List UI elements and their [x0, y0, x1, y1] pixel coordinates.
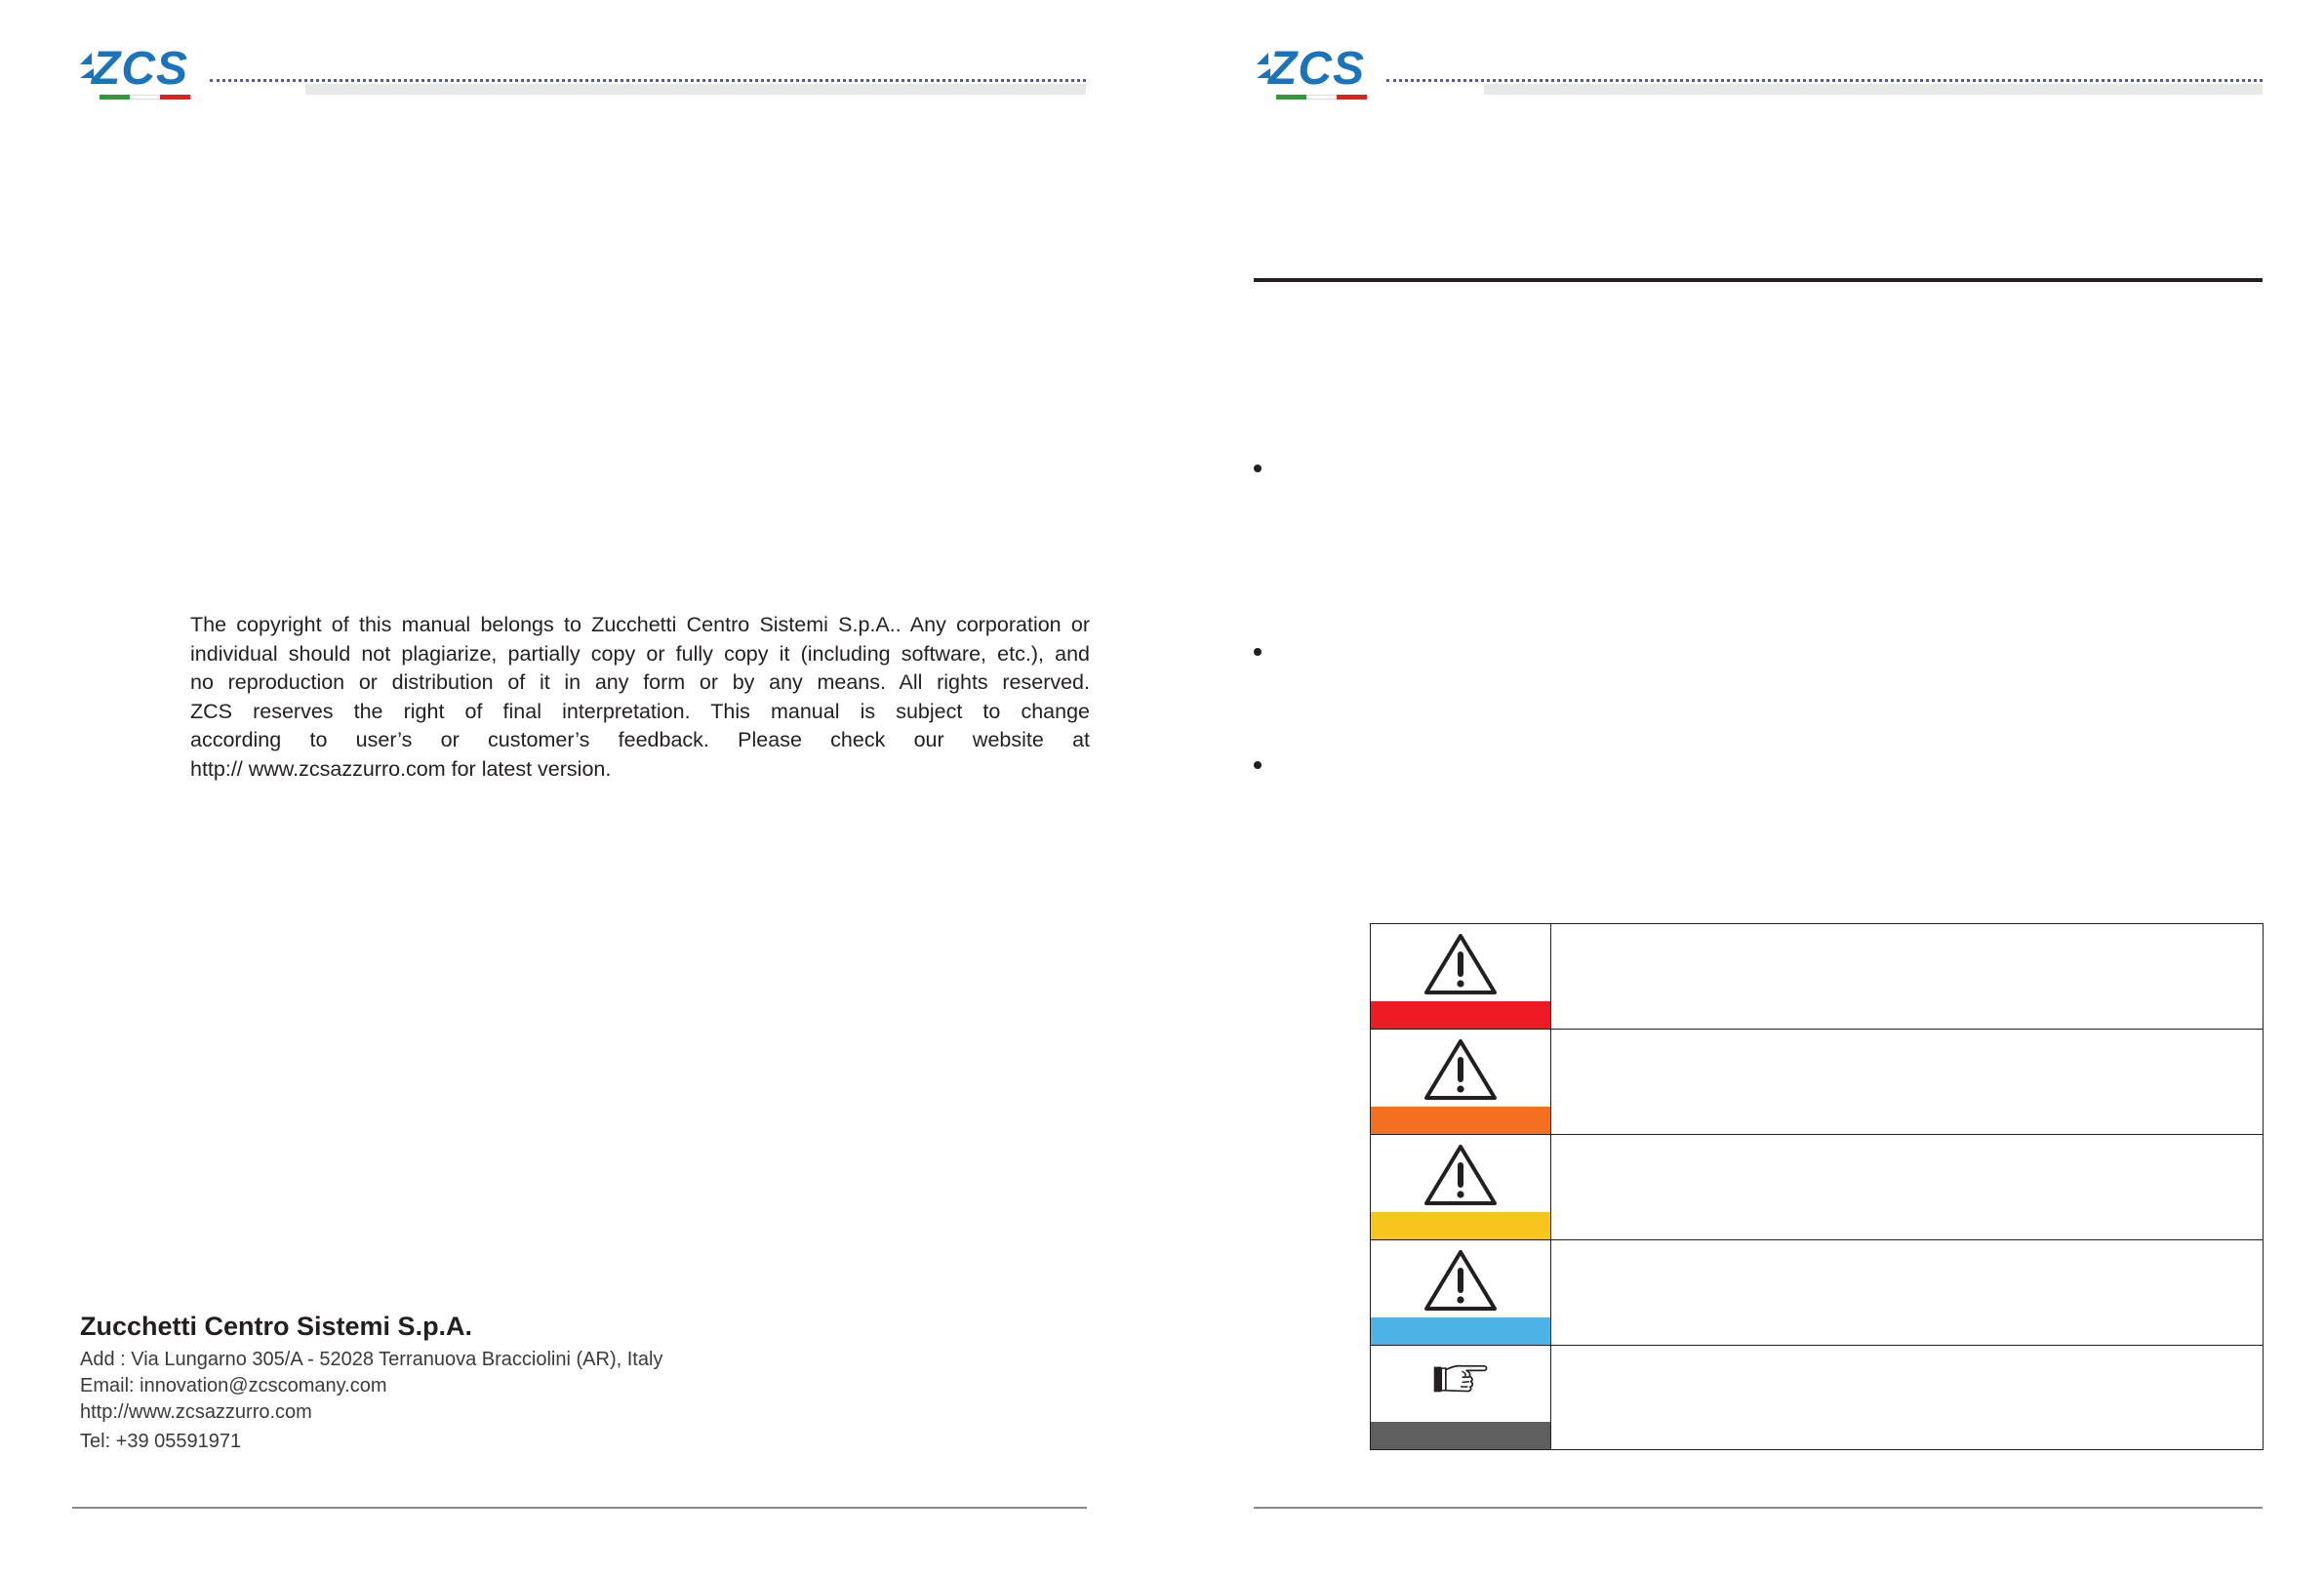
symbol-row-danger	[1371, 924, 2263, 1030]
copyright-notice	[190, 611, 1090, 785]
symbol-description-cell	[1552, 1030, 2263, 1134]
company-email[interactable]: Email: innovation@zcscomany.com	[80, 1375, 387, 1396]
header-dotted-line	[210, 79, 1086, 82]
symbol-row-warning	[1371, 1030, 2263, 1135]
logo-text: ZCS	[92, 43, 188, 95]
copyright-line: no reproduction or distribution of it in any form or by any means. All rights reserved.	[190, 670, 1090, 695]
header-band	[305, 84, 1086, 95]
symbol-icon-cell	[1371, 1135, 1551, 1239]
warning-triangle-icon	[1423, 1143, 1498, 1207]
logo-flag	[1276, 95, 1367, 100]
safety-symbol-table	[1370, 923, 2264, 1450]
right-page	[1162, 0, 2324, 1578]
logo-flag	[100, 95, 190, 100]
header-dotted-line	[1386, 79, 2263, 82]
copyright-line: The copyright of this manual belongs to Zucchetti Centro Sistemi S.p.A.. Any corporation or	[190, 613, 1090, 636]
warning-triangle-icon	[1423, 1037, 1498, 1102]
company-name: Zucchetti Centro Sistemi S.p.A.	[80, 1312, 473, 1341]
severity-band-orange	[1371, 1107, 1550, 1134]
severity-band-red	[1371, 1001, 1550, 1029]
footer-rule	[72, 1507, 1087, 1509]
header-band	[1484, 84, 2263, 95]
copyright-line: according to user’s or customer’s feedback. Please check our website at	[190, 728, 1090, 752]
copyright-line: http:// www.zcsazzurro.com for latest version.	[190, 756, 612, 781]
pointing-hand-icon	[1417, 1359, 1504, 1408]
symbol-description-cell	[1552, 1135, 2263, 1239]
severity-band-yellow	[1371, 1212, 1550, 1239]
severity-band-gray	[1371, 1422, 1550, 1449]
company-website[interactable]: http://www.zcsazzurro.com	[80, 1401, 312, 1423]
zcs-logo	[78, 45, 190, 101]
symbol-icon-cell	[1371, 1030, 1551, 1134]
symbol-row-notice	[1371, 1240, 2263, 1346]
company-info	[80, 1310, 662, 1455]
bullet-point	[1254, 465, 1262, 472]
warning-triangle-icon	[1423, 932, 1498, 996]
bullet-point	[1254, 761, 1262, 769]
warning-triangle-icon	[1423, 1248, 1498, 1313]
symbol-description-cell	[1552, 1240, 2263, 1345]
symbol-icon-cell	[1371, 1240, 1551, 1345]
company-tel: Tel: +39 05591971	[80, 1431, 242, 1452]
footer-rule	[1254, 1507, 2263, 1509]
zcs-logo	[1255, 45, 1367, 101]
symbol-description-cell	[1552, 1346, 2263, 1449]
severity-band-blue	[1371, 1317, 1550, 1345]
symbol-icon-cell	[1371, 924, 1551, 1029]
copyright-line: ZCS reserves the right of final interpretation. This manual is subject to change	[190, 699, 1090, 723]
title-rule	[1254, 278, 2263, 282]
logo-text: ZCS	[1268, 43, 1365, 95]
copyright-line: individual should not plagiarize, partially copy or fully copy it (including software, etc.), and	[190, 641, 1090, 666]
symbol-row-caution	[1371, 1135, 2263, 1240]
company-address: Add : Via Lungarno 305/A - 52028 Terranuova Bracciolini (AR), Italy	[80, 1349, 663, 1370]
symbol-row-note	[1371, 1346, 2263, 1449]
symbol-description-cell	[1552, 924, 2263, 1029]
symbol-icon-cell	[1371, 1346, 1551, 1449]
bullet-point	[1254, 648, 1262, 656]
